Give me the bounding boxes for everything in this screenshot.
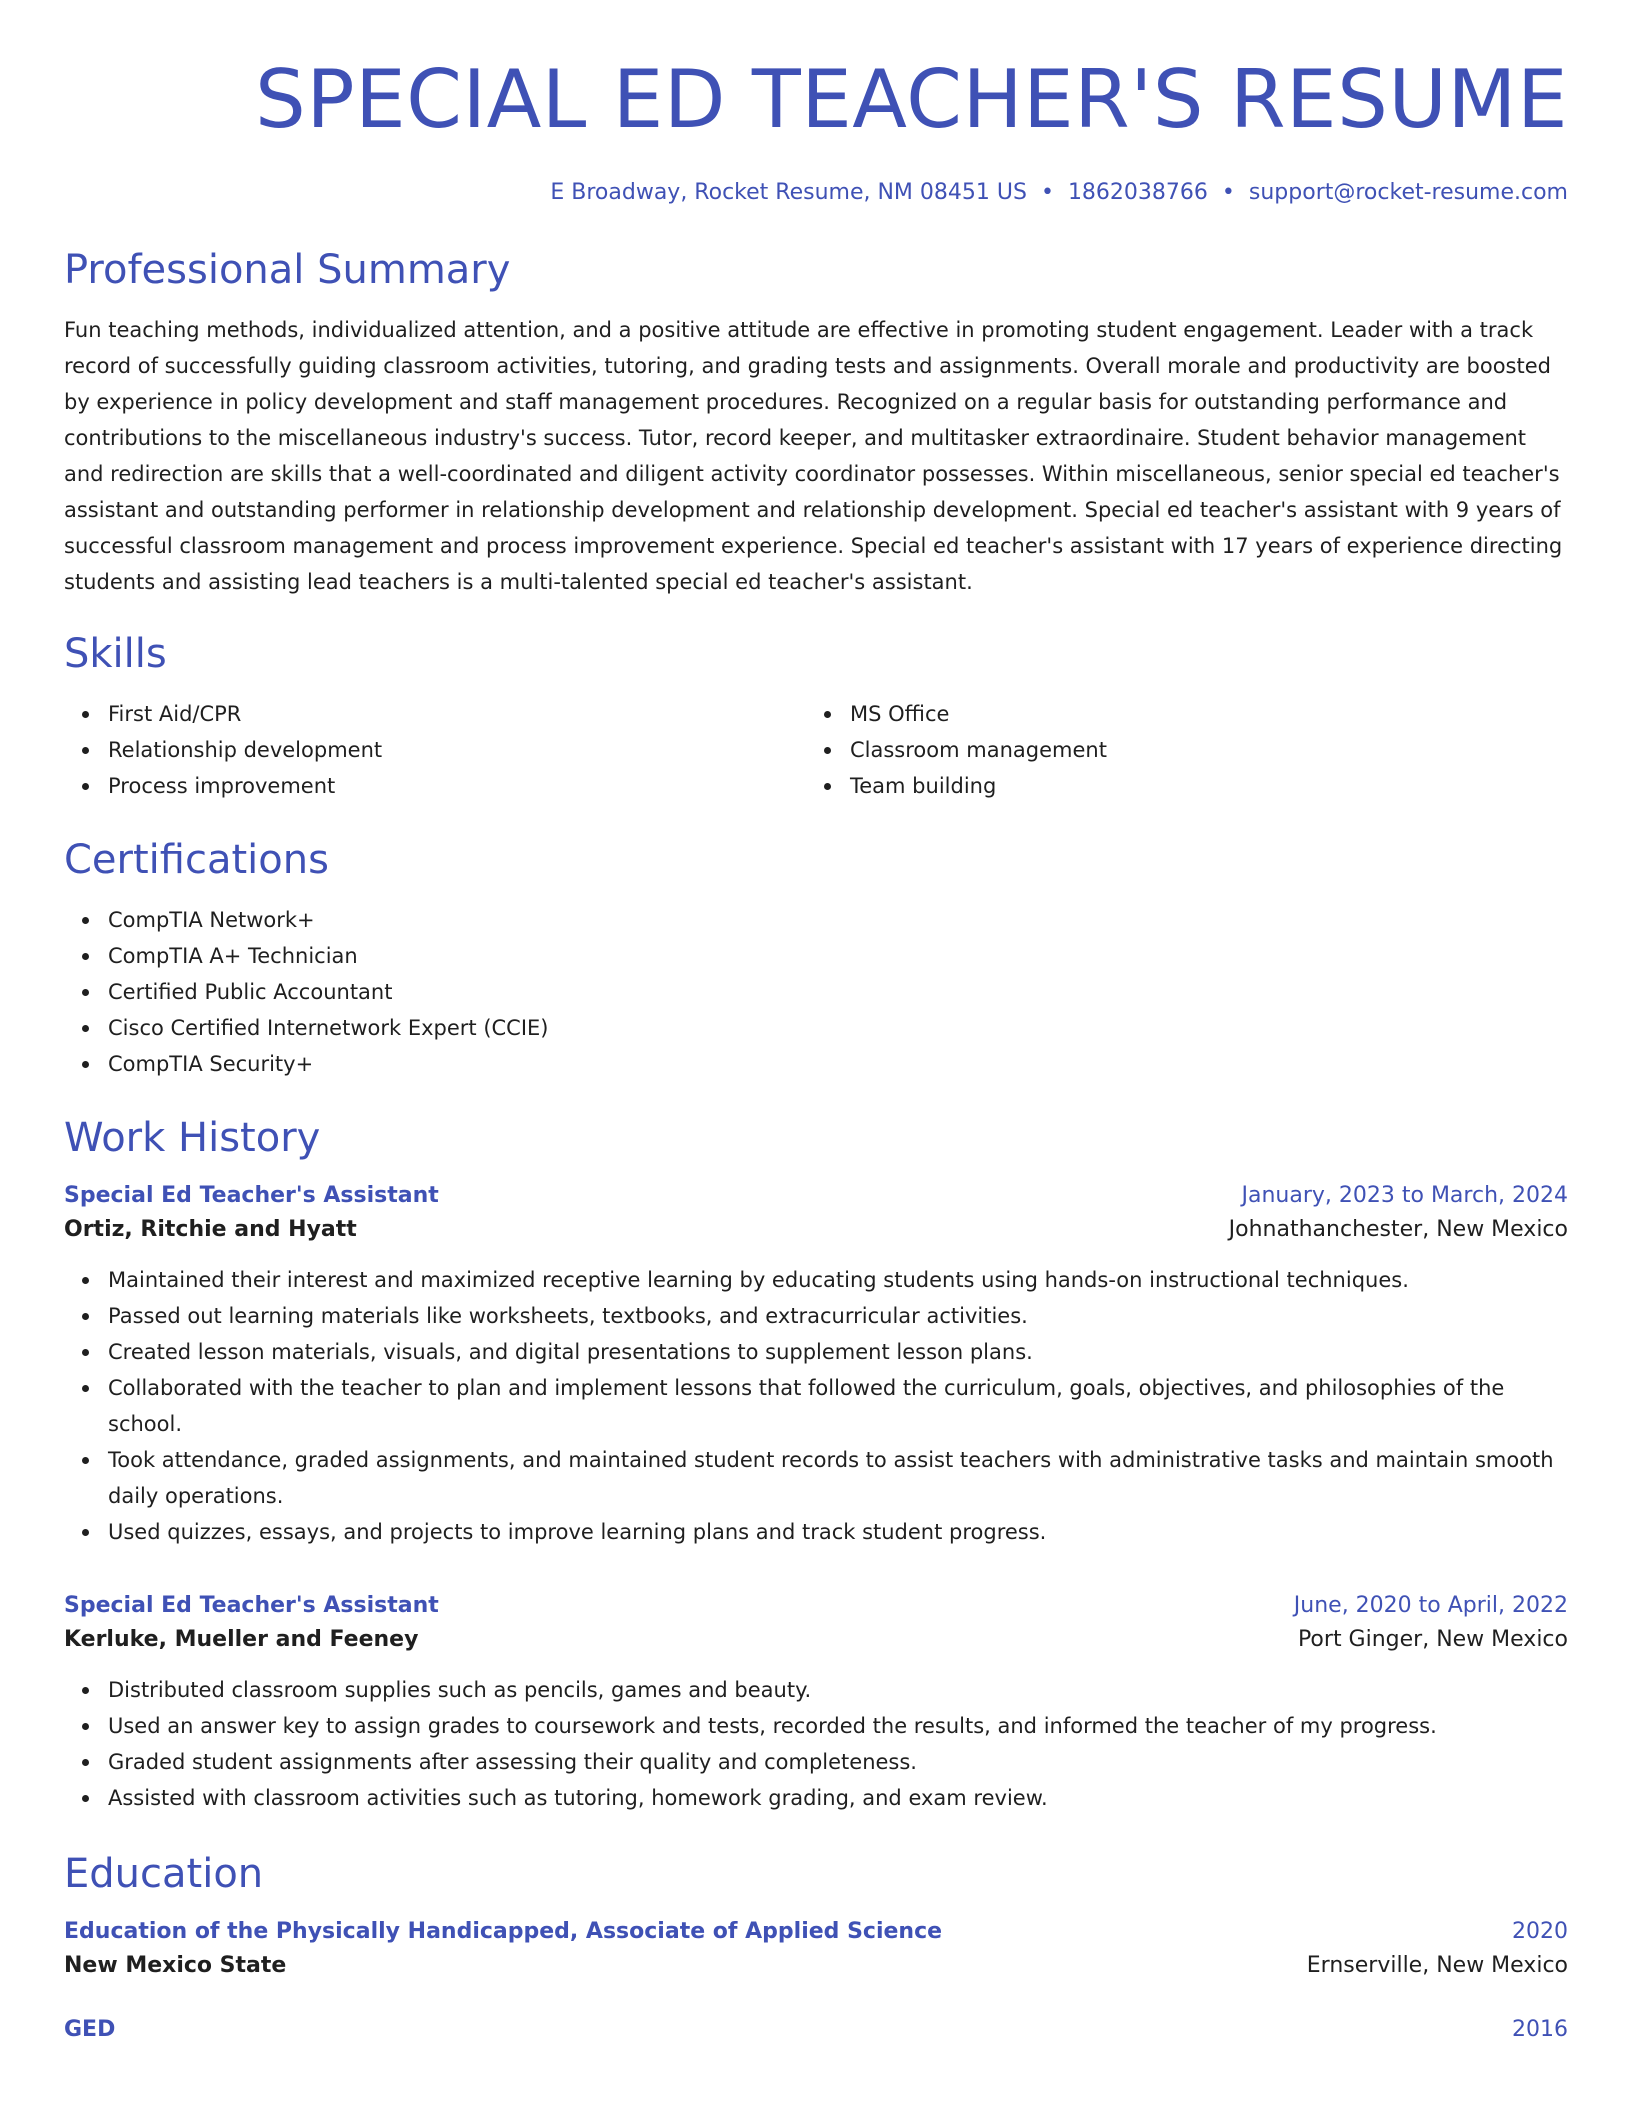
- contact-separator: •: [1221, 180, 1235, 205]
- job-entry: [64, 1590, 1568, 1816]
- contact-phone: 1862038766: [1067, 180, 1208, 205]
- skill-item: Team building: [850, 768, 1548, 804]
- contact-separator: •: [1040, 180, 1054, 205]
- education-location: Ernserville, New Mexico: [1306, 1953, 1568, 1978]
- section-heading: Certifications: [64, 837, 329, 883]
- certifications-list: [64, 902, 1568, 1082]
- skill-item: First Aid/CPR: [108, 696, 806, 732]
- job-duty-item: Maintained their interest and maximized receptive learning by educating students using hands-on instructional techniques.: [108, 1262, 1568, 1298]
- job-duty-item: Assisted with classroom activities such as tutoring, homework grading, and exam review.: [108, 1780, 1568, 1816]
- education-school-row: [64, 1948, 1568, 1984]
- contact-address: E Broadway, Rocket Resume, NM 08451 US: [550, 180, 1027, 205]
- job-duty-item: Passed out learning materials like worksheets, textbooks, and extracurricular activities.: [108, 1298, 1568, 1334]
- skill-item: Process improvement: [108, 768, 806, 804]
- job-company: Kerluke, Mueller and Feeney: [64, 1627, 419, 1652]
- job-location: Johnathanchester, New Mexico: [1228, 1217, 1568, 1242]
- job-location: Port Ginger, New Mexico: [1297, 1627, 1568, 1652]
- skill-item: MS Office: [850, 696, 1548, 732]
- education-entry: [64, 2014, 1568, 2046]
- certification-item: Certified Public Accountant: [108, 974, 1568, 1010]
- job-duty-item: Used an answer key to assign grades to coursework and tests, recorded the results, and informed the teacher of my progress.: [108, 1708, 1568, 1744]
- section-education: [64, 1850, 1568, 2046]
- job-title: Special Ed Teacher's Assistant: [64, 1183, 439, 1208]
- job-company: Ortiz, Ritchie and Hyatt: [64, 1217, 357, 1242]
- contact-line: [64, 178, 1568, 208]
- section-heading: Education: [64, 1851, 264, 1897]
- job-duties-list: [64, 1672, 1568, 1816]
- job-dates: January, 2023 to March, 2024: [1241, 1183, 1568, 1208]
- certification-item: CompTIA Security+: [108, 1046, 1568, 1082]
- contact-email: support@rocket-resume.com: [1248, 180, 1568, 205]
- certification-item: CompTIA Network+: [108, 902, 1568, 938]
- education-year: 2016: [1512, 2017, 1568, 2042]
- section-heading: Professional Summary: [64, 247, 511, 293]
- job-duties-list: [64, 1262, 1568, 1550]
- resume-title: SPECIAL ED TEACHER'S RESUME: [255, 53, 1568, 146]
- job-duty-item: Created lesson materials, visuals, and digital presentations to supplement lesson plans.: [108, 1334, 1568, 1370]
- certification-item: Cisco Certified Internetwork Expert (CCIE): [108, 1010, 1568, 1046]
- skill-item: Classroom management: [850, 732, 1548, 768]
- resume-header: [64, 0, 1568, 208]
- certification-item: CompTIA A+ Technician: [108, 938, 1568, 974]
- job-duty-item: Collaborated with the teacher to plan and implement lessons that followed the curriculum, goals, objectives, and philosophies of the school.: [108, 1370, 1568, 1442]
- skills-list-right: [806, 696, 1548, 804]
- job-duty-item: Took attendance, graded assignments, and maintained student records to assist teachers with administrative tasks and maintain smooth daily operations.: [108, 1442, 1568, 1514]
- skill-item: Relationship development: [108, 732, 806, 768]
- education-year: 2020: [1512, 1919, 1568, 1944]
- job-title: Special Ed Teacher's Assistant: [64, 1593, 439, 1618]
- section-heading: Skills: [64, 631, 167, 677]
- summary-text: Fun teaching methods, individualized attention, and a positive attitude are effective in promoting student engagement. Leader with a track record of successfully guiding classroom activities, tutoring, and grading tests and assignments. Overall morale and productivity are boosted by experience in policy development and staff management procedures. Recognized on a regular basis for outstanding performance and contributions to the miscellaneous industry's success. Tutor, record keeper, and multitasker extraordinaire. Student behavior management and redirection are skills that a well-coordinated and diligent activity coordinator possesses. Within miscellaneous, senior special ed teacher's assistant and outstanding performer in relationship development and relationship development. Special ed teacher's assistant with 9 years of successful classroom management and process improvement experience. Special ed teacher's assistant with 17 years of experience directing students and assisting lead teachers is a multi-talented special ed teacher's assistant.: [64, 318, 1563, 594]
- job-dates: June, 2020 to April, 2022: [1293, 1593, 1568, 1618]
- resume-page: [64, 0, 1568, 2046]
- education-degree: GED: [64, 2017, 116, 2042]
- education-entry: [64, 1916, 1568, 1984]
- job-company-row: [64, 1212, 1568, 1248]
- section-skills: [64, 630, 1568, 804]
- job-title-row: [64, 1590, 1568, 1622]
- job-duty-item: Used quizzes, essays, and projects to improve learning plans and track student progress.: [108, 1514, 1568, 1550]
- education-degree-row: [64, 2014, 1568, 2046]
- section-work-history: [64, 1114, 1568, 1816]
- section-certifications: [64, 836, 1568, 1082]
- job-company-row: [64, 1622, 1568, 1658]
- skills-grid: [64, 696, 1568, 804]
- job-duty-item: Distributed classroom supplies such as pencils, games and beauty.: [108, 1672, 1568, 1708]
- education-degree: Education of the Physically Handicapped, Associate of Applied Science: [64, 1919, 943, 1944]
- job-title-row: [64, 1180, 1568, 1212]
- job-duty-item: Graded student assignments after assessing their quality and completeness.: [108, 1744, 1568, 1780]
- skills-list-left: [64, 696, 806, 804]
- section-professional-summary: [64, 246, 1568, 600]
- job-entry: [64, 1180, 1568, 1550]
- section-heading: Work History: [64, 1115, 321, 1161]
- education-school: New Mexico State: [64, 1953, 287, 1978]
- education-degree-row: [64, 1916, 1568, 1948]
